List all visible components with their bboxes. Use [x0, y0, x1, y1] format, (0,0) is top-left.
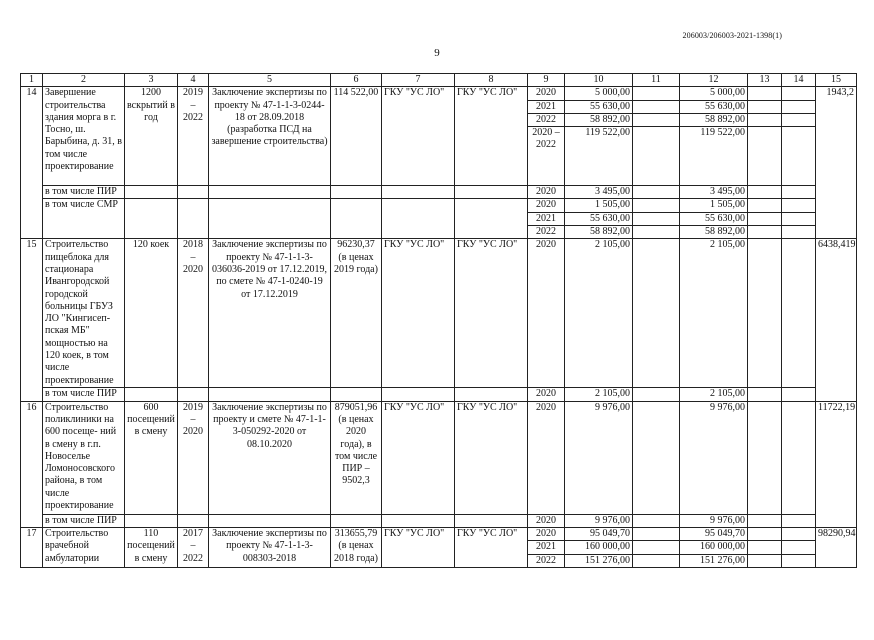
- year-cell: 2020: [528, 186, 565, 199]
- empty-cell: [748, 212, 782, 225]
- capacity-cell: 110 посещений в смену: [125, 527, 178, 567]
- empty-cell: [782, 100, 816, 113]
- empty-cell: [633, 87, 680, 100]
- column-header: 4: [178, 74, 209, 87]
- estimated-cost-cell: 313655,79 (в ценах 2018 года): [331, 527, 382, 567]
- empty-cell: [633, 541, 680, 554]
- object-name-cell: Завершение строительства здания морга в г. Тосно, ш. Барыбина, д. 31, в том числе проектирование: [43, 87, 125, 186]
- empty-cell: [782, 239, 816, 388]
- developer-cell: ГКУ "УС ЛО": [455, 527, 528, 567]
- year-cell: 2020 – 2022: [528, 127, 565, 186]
- capacity-cell: 1200 вскрытий в год: [125, 87, 178, 186]
- empty-cell: [782, 388, 816, 401]
- year-cell: 2021: [528, 100, 565, 113]
- year-cell: 2020: [528, 199, 565, 212]
- amount-col12-cell: 55 630,00: [680, 100, 748, 113]
- row-number-cell: 14: [21, 87, 43, 239]
- empty-cell: [633, 226, 680, 239]
- empty-cell: [331, 388, 382, 401]
- subtotal-label-cell: в том числе СМР: [43, 199, 125, 239]
- empty-cell: [633, 212, 680, 225]
- empty-cell: [633, 401, 680, 514]
- empty-cell: [782, 212, 816, 225]
- amount-col12-cell: 160 000,00: [680, 541, 748, 554]
- table-row: [21, 87, 857, 100]
- empty-cell: [748, 226, 782, 239]
- amount-col12-cell: 2 105,00: [680, 239, 748, 388]
- column-header: 12: [680, 74, 748, 87]
- empty-cell: [748, 554, 782, 567]
- empty-cell: [782, 554, 816, 567]
- empty-cell: [782, 186, 816, 199]
- empty-cell: [178, 514, 209, 527]
- empty-cell: [748, 127, 782, 186]
- empty-cell: [382, 199, 455, 239]
- estimated-cost-cell: 96230,37 (в ценах 2019 года): [331, 239, 382, 388]
- period-cell: 2019 – 2022: [178, 87, 209, 186]
- object-name-cell: Строительство врачебной амбулатории: [43, 527, 125, 567]
- empty-cell: [455, 186, 528, 199]
- empty-cell: [125, 199, 178, 239]
- table-row: [21, 388, 857, 401]
- table-row: [21, 239, 857, 388]
- object-name-cell: Строительство пищеблока для стационара Ивангородской городской больницы ГБУЗ ЛО "Кингисеп- пская МБ" мощностью на 120 коек, в том числе проектирование: [43, 239, 125, 388]
- estimated-cost-cell: 879051,96 (в ценах 2020 года), в том числе ПИР – 9502,3: [331, 401, 382, 514]
- empty-cell: [331, 199, 382, 239]
- empty-cell: [782, 87, 816, 100]
- empty-cell: [782, 127, 816, 186]
- empty-cell: [748, 100, 782, 113]
- developer-cell: ГКУ "УС ЛО": [455, 87, 528, 186]
- expertise-cell: Заключение экспертизы по проекту и смете № 47-1-1-3-050292-2020 от 08.10.2020: [209, 401, 331, 514]
- total-cell: 11722,19: [816, 401, 857, 527]
- year-cell: 2022: [528, 113, 565, 126]
- column-header: 2: [43, 74, 125, 87]
- empty-cell: [782, 401, 816, 514]
- empty-cell: [748, 87, 782, 100]
- subtotal-label-cell: в том числе ПИР: [43, 388, 125, 401]
- amount-col10-cell: 55 630,00: [565, 100, 633, 113]
- empty-cell: [782, 199, 816, 212]
- column-header: 9: [528, 74, 565, 87]
- empty-cell: [125, 514, 178, 527]
- empty-cell: [782, 527, 816, 540]
- empty-cell: [748, 113, 782, 126]
- empty-cell: [125, 186, 178, 199]
- empty-cell: [331, 186, 382, 199]
- amount-col10-cell: 55 630,00: [565, 212, 633, 225]
- empty-cell: [633, 554, 680, 567]
- empty-cell: [382, 186, 455, 199]
- row-number-cell: 16: [21, 401, 43, 527]
- empty-cell: [782, 541, 816, 554]
- empty-cell: [633, 127, 680, 186]
- column-header: 11: [633, 74, 680, 87]
- column-header: 6: [331, 74, 382, 87]
- amount-col12-cell: 58 892,00: [680, 113, 748, 126]
- empty-cell: [748, 199, 782, 212]
- year-cell: 2020: [528, 401, 565, 514]
- row-number-cell: 17: [21, 527, 43, 567]
- total-cell: 98290,94: [816, 527, 857, 567]
- year-cell: 2022: [528, 226, 565, 239]
- amount-col10-cell: 95 049,70: [565, 527, 633, 540]
- object-name-cell: Строительство поликлиники на 600 посеще- ний в смену в г.п. Новоселье Ломоносовского района, в том числе проектирование: [43, 401, 125, 514]
- empty-cell: [209, 186, 331, 199]
- empty-cell: [209, 199, 331, 239]
- column-header: 1: [21, 74, 43, 87]
- empty-cell: [455, 199, 528, 239]
- expertise-cell: Заключение экспертизы по проекту № 47-1-1-3-036036-2019 от 17.12.2019, по смете № 47-1-0240-19 от 17.12.2019: [209, 239, 331, 388]
- capacity-cell: 600 посещений в смену: [125, 401, 178, 514]
- empty-cell: [382, 388, 455, 401]
- developer-cell: ГКУ "УС ЛО": [455, 239, 528, 388]
- amount-col10-cell: 58 892,00: [565, 113, 633, 126]
- empty-cell: [633, 186, 680, 199]
- empty-cell: [748, 514, 782, 527]
- subtotal-label-cell: в том числе ПИР: [43, 514, 125, 527]
- empty-cell: [331, 514, 382, 527]
- empty-cell: [382, 514, 455, 527]
- empty-cell: [782, 113, 816, 126]
- developer-cell: ГКУ "УС ЛО": [455, 401, 528, 514]
- amount-col10-cell: 160 000,00: [565, 541, 633, 554]
- empty-cell: [178, 388, 209, 401]
- empty-cell: [178, 199, 209, 239]
- empty-cell: [178, 186, 209, 199]
- empty-cell: [209, 514, 331, 527]
- total-cell: 6438,419: [816, 239, 857, 401]
- empty-cell: [748, 239, 782, 388]
- year-cell: 2020: [528, 514, 565, 527]
- year-cell: 2022: [528, 554, 565, 567]
- year-cell: 2020: [528, 87, 565, 100]
- amount-col12-cell: 1 505,00: [680, 199, 748, 212]
- row-number-cell: 15: [21, 239, 43, 401]
- customer-cell: ГКУ "УС ЛО": [382, 239, 455, 388]
- expertise-cell: Заключение экспертизы по проекту № 47-1-1-3-008303-2018: [209, 527, 331, 567]
- empty-cell: [633, 388, 680, 401]
- column-header: 15: [816, 74, 857, 87]
- register-table: [20, 73, 857, 568]
- year-cell: 2021: [528, 541, 565, 554]
- period-cell: 2017 – 2022: [178, 527, 209, 567]
- empty-cell: [633, 199, 680, 212]
- amount-col12-cell: 5 000,00: [680, 87, 748, 100]
- column-header: 3: [125, 74, 178, 87]
- amount-col10-cell: 2 105,00: [565, 388, 633, 401]
- amount-col10-cell: 3 495,00: [565, 186, 633, 199]
- amount-col12-cell: 9 976,00: [680, 401, 748, 514]
- amount-col10-cell: 119 522,00: [565, 127, 633, 186]
- amount-col10-cell: 9 976,00: [565, 514, 633, 527]
- column-header: 5: [209, 74, 331, 87]
- expertise-cell: Заключение экспертизы по проекту № 47-1-1-3-0244-18 от 28.09.2018 (разработка ПСД на завершение строительства): [209, 87, 331, 186]
- empty-cell: [782, 514, 816, 527]
- amount-col12-cell: 2 105,00: [680, 388, 748, 401]
- capacity-cell: 120 коек: [125, 239, 178, 388]
- amount-col12-cell: 55 630,00: [680, 212, 748, 225]
- empty-cell: [748, 527, 782, 540]
- column-header: 14: [782, 74, 816, 87]
- amount-col10-cell: 1 505,00: [565, 199, 633, 212]
- column-header: 13: [748, 74, 782, 87]
- year-cell: 2020: [528, 388, 565, 401]
- customer-cell: ГКУ "УС ЛО": [382, 401, 455, 514]
- document-id: 206003/206003-2021-1398(1): [682, 31, 782, 40]
- year-cell: 2020: [528, 239, 565, 388]
- table-row: [21, 186, 857, 199]
- table-row: [21, 199, 857, 212]
- amount-col12-cell: 3 495,00: [680, 186, 748, 199]
- customer-cell: ГКУ "УС ЛО": [382, 527, 455, 567]
- empty-cell: [748, 388, 782, 401]
- amount-col12-cell: 119 522,00: [680, 127, 748, 186]
- table-row: [21, 401, 857, 514]
- empty-cell: [782, 226, 816, 239]
- period-cell: 2019 – 2020: [178, 401, 209, 514]
- empty-cell: [455, 514, 528, 527]
- amount-col12-cell: 151 276,00: [680, 554, 748, 567]
- empty-cell: [209, 388, 331, 401]
- table-row: [21, 514, 857, 527]
- customer-cell: ГКУ "УС ЛО": [382, 87, 455, 186]
- column-header: 7: [382, 74, 455, 87]
- period-cell: 2018 – 2020: [178, 239, 209, 388]
- empty-cell: [633, 527, 680, 540]
- empty-cell: [748, 541, 782, 554]
- amount-col10-cell: 9 976,00: [565, 401, 633, 514]
- amount-col10-cell: 2 105,00: [565, 239, 633, 388]
- column-number-row: [21, 74, 857, 87]
- estimated-cost-cell: 114 522,00: [331, 87, 382, 186]
- empty-cell: [748, 401, 782, 514]
- amount-col12-cell: 58 892,00: [680, 226, 748, 239]
- empty-cell: [633, 113, 680, 126]
- empty-cell: [455, 388, 528, 401]
- table-row: [21, 527, 857, 540]
- empty-cell: [633, 239, 680, 388]
- column-header: 8: [455, 74, 528, 87]
- amount-col12-cell: 95 049,70: [680, 527, 748, 540]
- amount-col10-cell: 5 000,00: [565, 87, 633, 100]
- amount-col12-cell: 9 976,00: [680, 514, 748, 527]
- page-number: 9: [434, 47, 440, 59]
- year-cell: 2020: [528, 527, 565, 540]
- empty-cell: [125, 388, 178, 401]
- empty-cell: [633, 514, 680, 527]
- empty-cell: [633, 100, 680, 113]
- year-cell: 2021: [528, 212, 565, 225]
- column-header: 10: [565, 74, 633, 87]
- total-cell: 1943,2: [816, 87, 857, 239]
- amount-col10-cell: 58 892,00: [565, 226, 633, 239]
- empty-cell: [748, 186, 782, 199]
- amount-col10-cell: 151 276,00: [565, 554, 633, 567]
- subtotal-label-cell: в том числе ПИР: [43, 186, 125, 199]
